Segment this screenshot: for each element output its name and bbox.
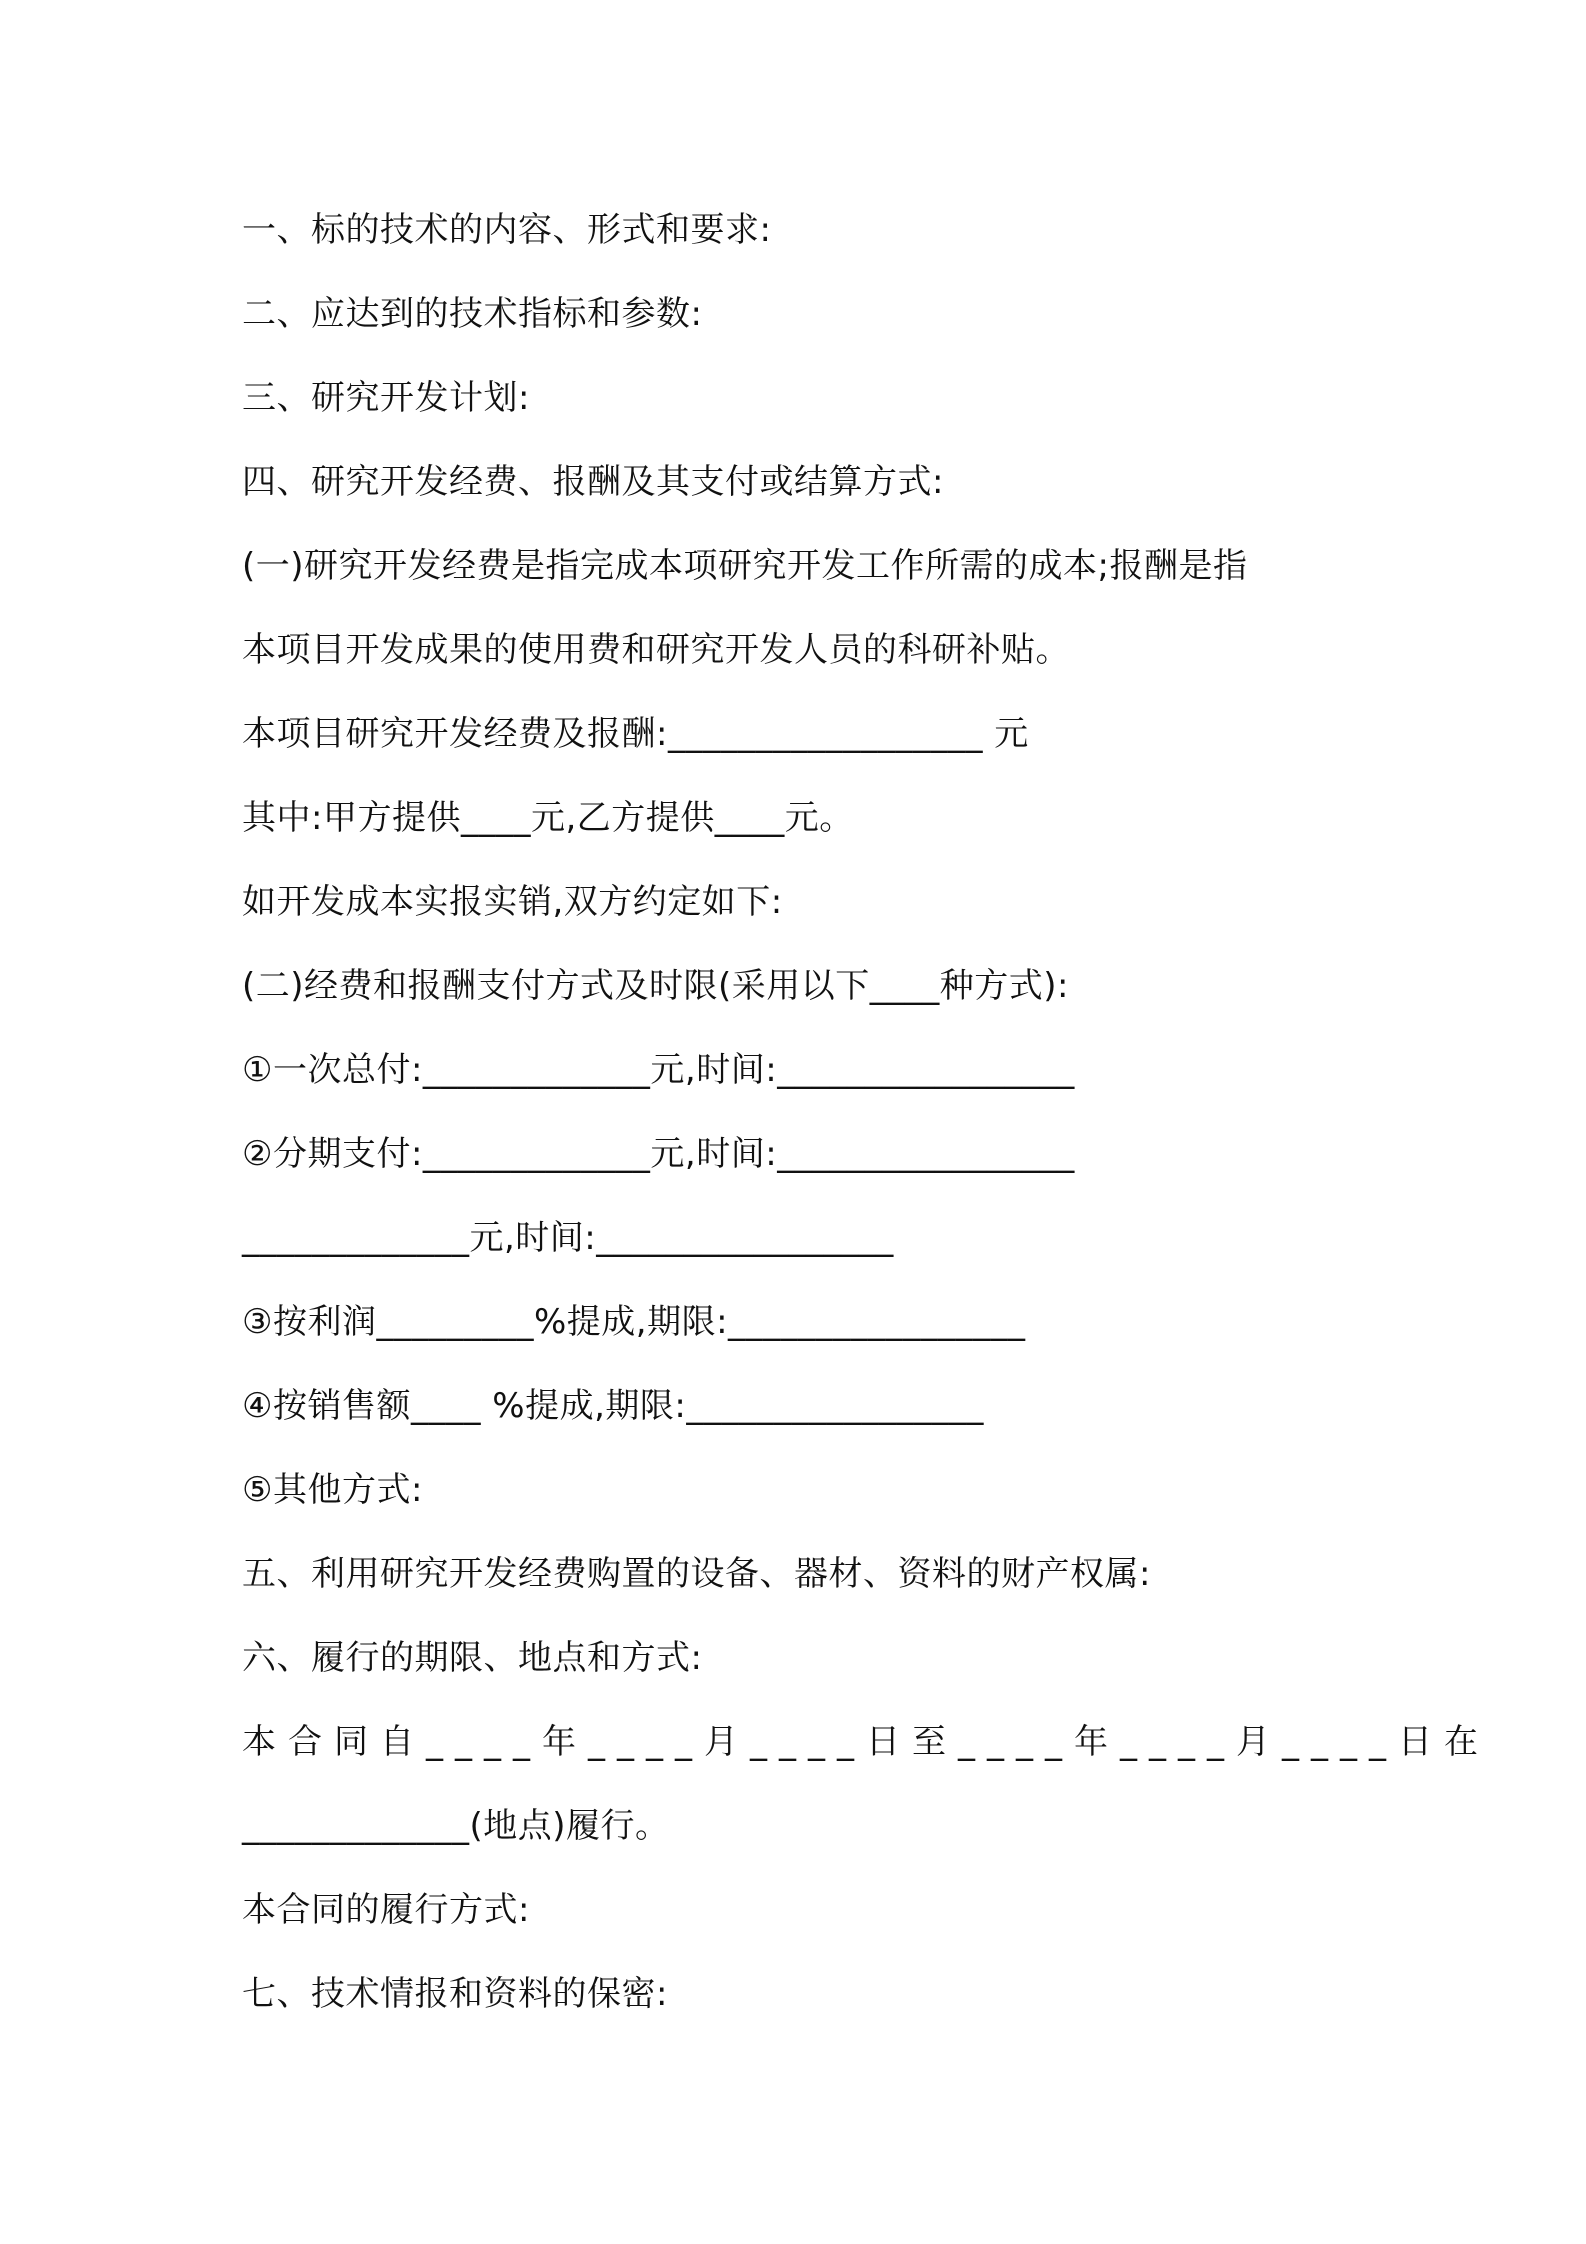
section-1-heading: 一、标的技术的内容、形式和要求: [242, 210, 772, 250]
clause-4-1-line-1: (一)研究开发经费是指完成本项研究开发工作所需的成本;报酬是指 [242, 546, 1248, 586]
payment-option-4: ④按销售额____ %提成,期限:_________________ [242, 1386, 984, 1426]
payment-option-1: ①一次总付:_____________元,时间:_________________ [242, 1050, 1075, 1090]
section-7-heading: 七、技术情报和资料的保密: [242, 1974, 668, 2014]
performance-method-line: 本合同的履行方式: [242, 1890, 530, 1930]
clause-4-2-heading: (二)经费和报酬支付方式及时限(采用以下____种方式): [242, 966, 1070, 1006]
payment-option-5: ⑤其他方式: [242, 1470, 423, 1510]
payment-option-2-continued: _____________元,时间:_________________ [242, 1218, 894, 1258]
section-6-heading: 六、履行的期限、地点和方式: [242, 1638, 703, 1678]
clause-4-1-line-2: 本项目开发成果的使用费和研究开发人员的科研补贴。 [242, 630, 1070, 670]
total-fee-line: 本项目研究开发经费及报酬:__________________ 元 [242, 714, 1029, 754]
actual-cost-line: 如开发成本实报实销,双方约定如下: [242, 882, 783, 922]
section-4-heading: 四、研究开发经费、报酬及其支付或结算方式: [242, 462, 944, 502]
payment-option-3: ③按利润_________%提成,期限:_________________ [242, 1302, 1026, 1342]
section-3-heading: 三、研究开发计划: [242, 378, 530, 418]
term-period-line: 本合同自____年____月____日至____年____月____日在 [242, 1722, 1490, 1762]
payment-option-2: ②分期支付:_____________元,时间:_________________ [242, 1134, 1075, 1174]
term-location-line: _____________(地点)履行。 [242, 1806, 670, 1846]
section-5-heading: 五、利用研究开发经费购置的设备、器材、资料的财产权属: [242, 1554, 1151, 1594]
section-2-heading: 二、应达到的技术指标和参数: [242, 294, 703, 334]
party-contribution-line: 其中:甲方提供____元,乙方提供____元。 [242, 798, 854, 838]
